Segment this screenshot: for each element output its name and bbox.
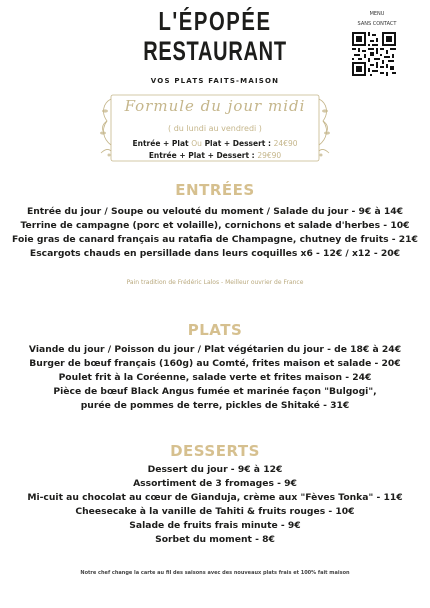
menu-item: Burger de bœuf français (160g) au Comté, frites maison et salade - 20€ — [29, 358, 401, 369]
menu-item: Salade de fruits frais minute - 9€ — [129, 520, 301, 531]
menu-item: Assortiment de 3 fromages - 9€ — [133, 478, 297, 489]
menu-item: Sorbet du moment - 8€ — [155, 534, 275, 545]
menu-item: Foie gras de canard français au ratafia de Champagne, chutney de fruits - 21€ — [12, 234, 418, 245]
formule-line2-price: 29€90 — [257, 151, 282, 160]
bread-note: Pain tradition de Frédéric Lalos - Meilleur ouvrier de France — [126, 279, 304, 286]
tagline: VOS PLATS FAITS-MAISON — [150, 77, 280, 85]
menu-item: Poulet frit à la Coréenne, salade verte et frites maison - 24€ — [58, 372, 372, 383]
qr-label-menu: MENU — [369, 11, 385, 17]
qr-label-sans-contact: SANS CONTACT — [357, 21, 397, 27]
section-title-desserts: DESSERTS — [170, 442, 260, 460]
formule-title: Formule du jour midi — [124, 97, 306, 115]
menu-item: Dessert du jour - 9€ à 12€ — [147, 464, 283, 475]
plats-list — [0, 343, 430, 413]
formule-line-2 — [0, 151, 430, 160]
footer-note: Notre chef change la carte au fil des saisons avec des nouveaux plats frais et 100% fait maison — [80, 570, 350, 576]
menu-item: purée de pommes de terre, pickles de Shitaké - 31€ — [80, 400, 350, 411]
formule-line2-a: Entrée + Plat + Dessert : — [148, 151, 255, 160]
section-title-entrees: ENTRÉES — [175, 181, 255, 199]
formule-days: ( du lundi au vendredi ) — [168, 124, 262, 133]
menu-item: Mi-cuit au chocolat au cœur de Gianduja, crème aux "Fèves Tonka" - 11€ — [27, 492, 403, 503]
logo-line-2: RESTAURANT — [143, 36, 287, 66]
section-title-plats: PLATS — [187, 321, 243, 339]
desserts-list — [0, 463, 430, 547]
formule-line1-or: Ou — [191, 139, 202, 148]
menu-item: Cheesecake à la vanille de Tahiti & fruits rouges - 10€ — [75, 506, 355, 517]
menu-item: Escargots chauds en persillade dans leurs coquilles x6 - 12€ / x12 - 20€ — [29, 248, 401, 259]
formule-line1-price: 24€90 — [273, 139, 298, 148]
logo-line-1: L'ÉPOPÉE — [158, 6, 272, 36]
menu-item: Pièce de bœuf Black Angus fumée et marinée façon "Bulgogi", — [53, 386, 377, 397]
menu-item: Entrée du jour / Soupe ou velouté du moment / Salade du jour - 9€ à 14€ — [26, 206, 404, 217]
qr-code-icon[interactable] — [352, 32, 396, 76]
menu-item: Viande du jour / Poisson du jour / Plat végétarien du jour - de 18€ à 24€ — [28, 344, 402, 355]
formule-line1-a: Entrée + Plat — [132, 139, 189, 148]
qr-label — [347, 9, 407, 29]
formule-line1-b: Plat + Dessert : — [204, 139, 272, 148]
formule-line-1 — [0, 139, 430, 148]
entrees-list — [0, 205, 430, 261]
menu-item: Terrine de campagne (porc et volaille), cornichons et salade d'herbes - 10€ — [20, 220, 410, 231]
